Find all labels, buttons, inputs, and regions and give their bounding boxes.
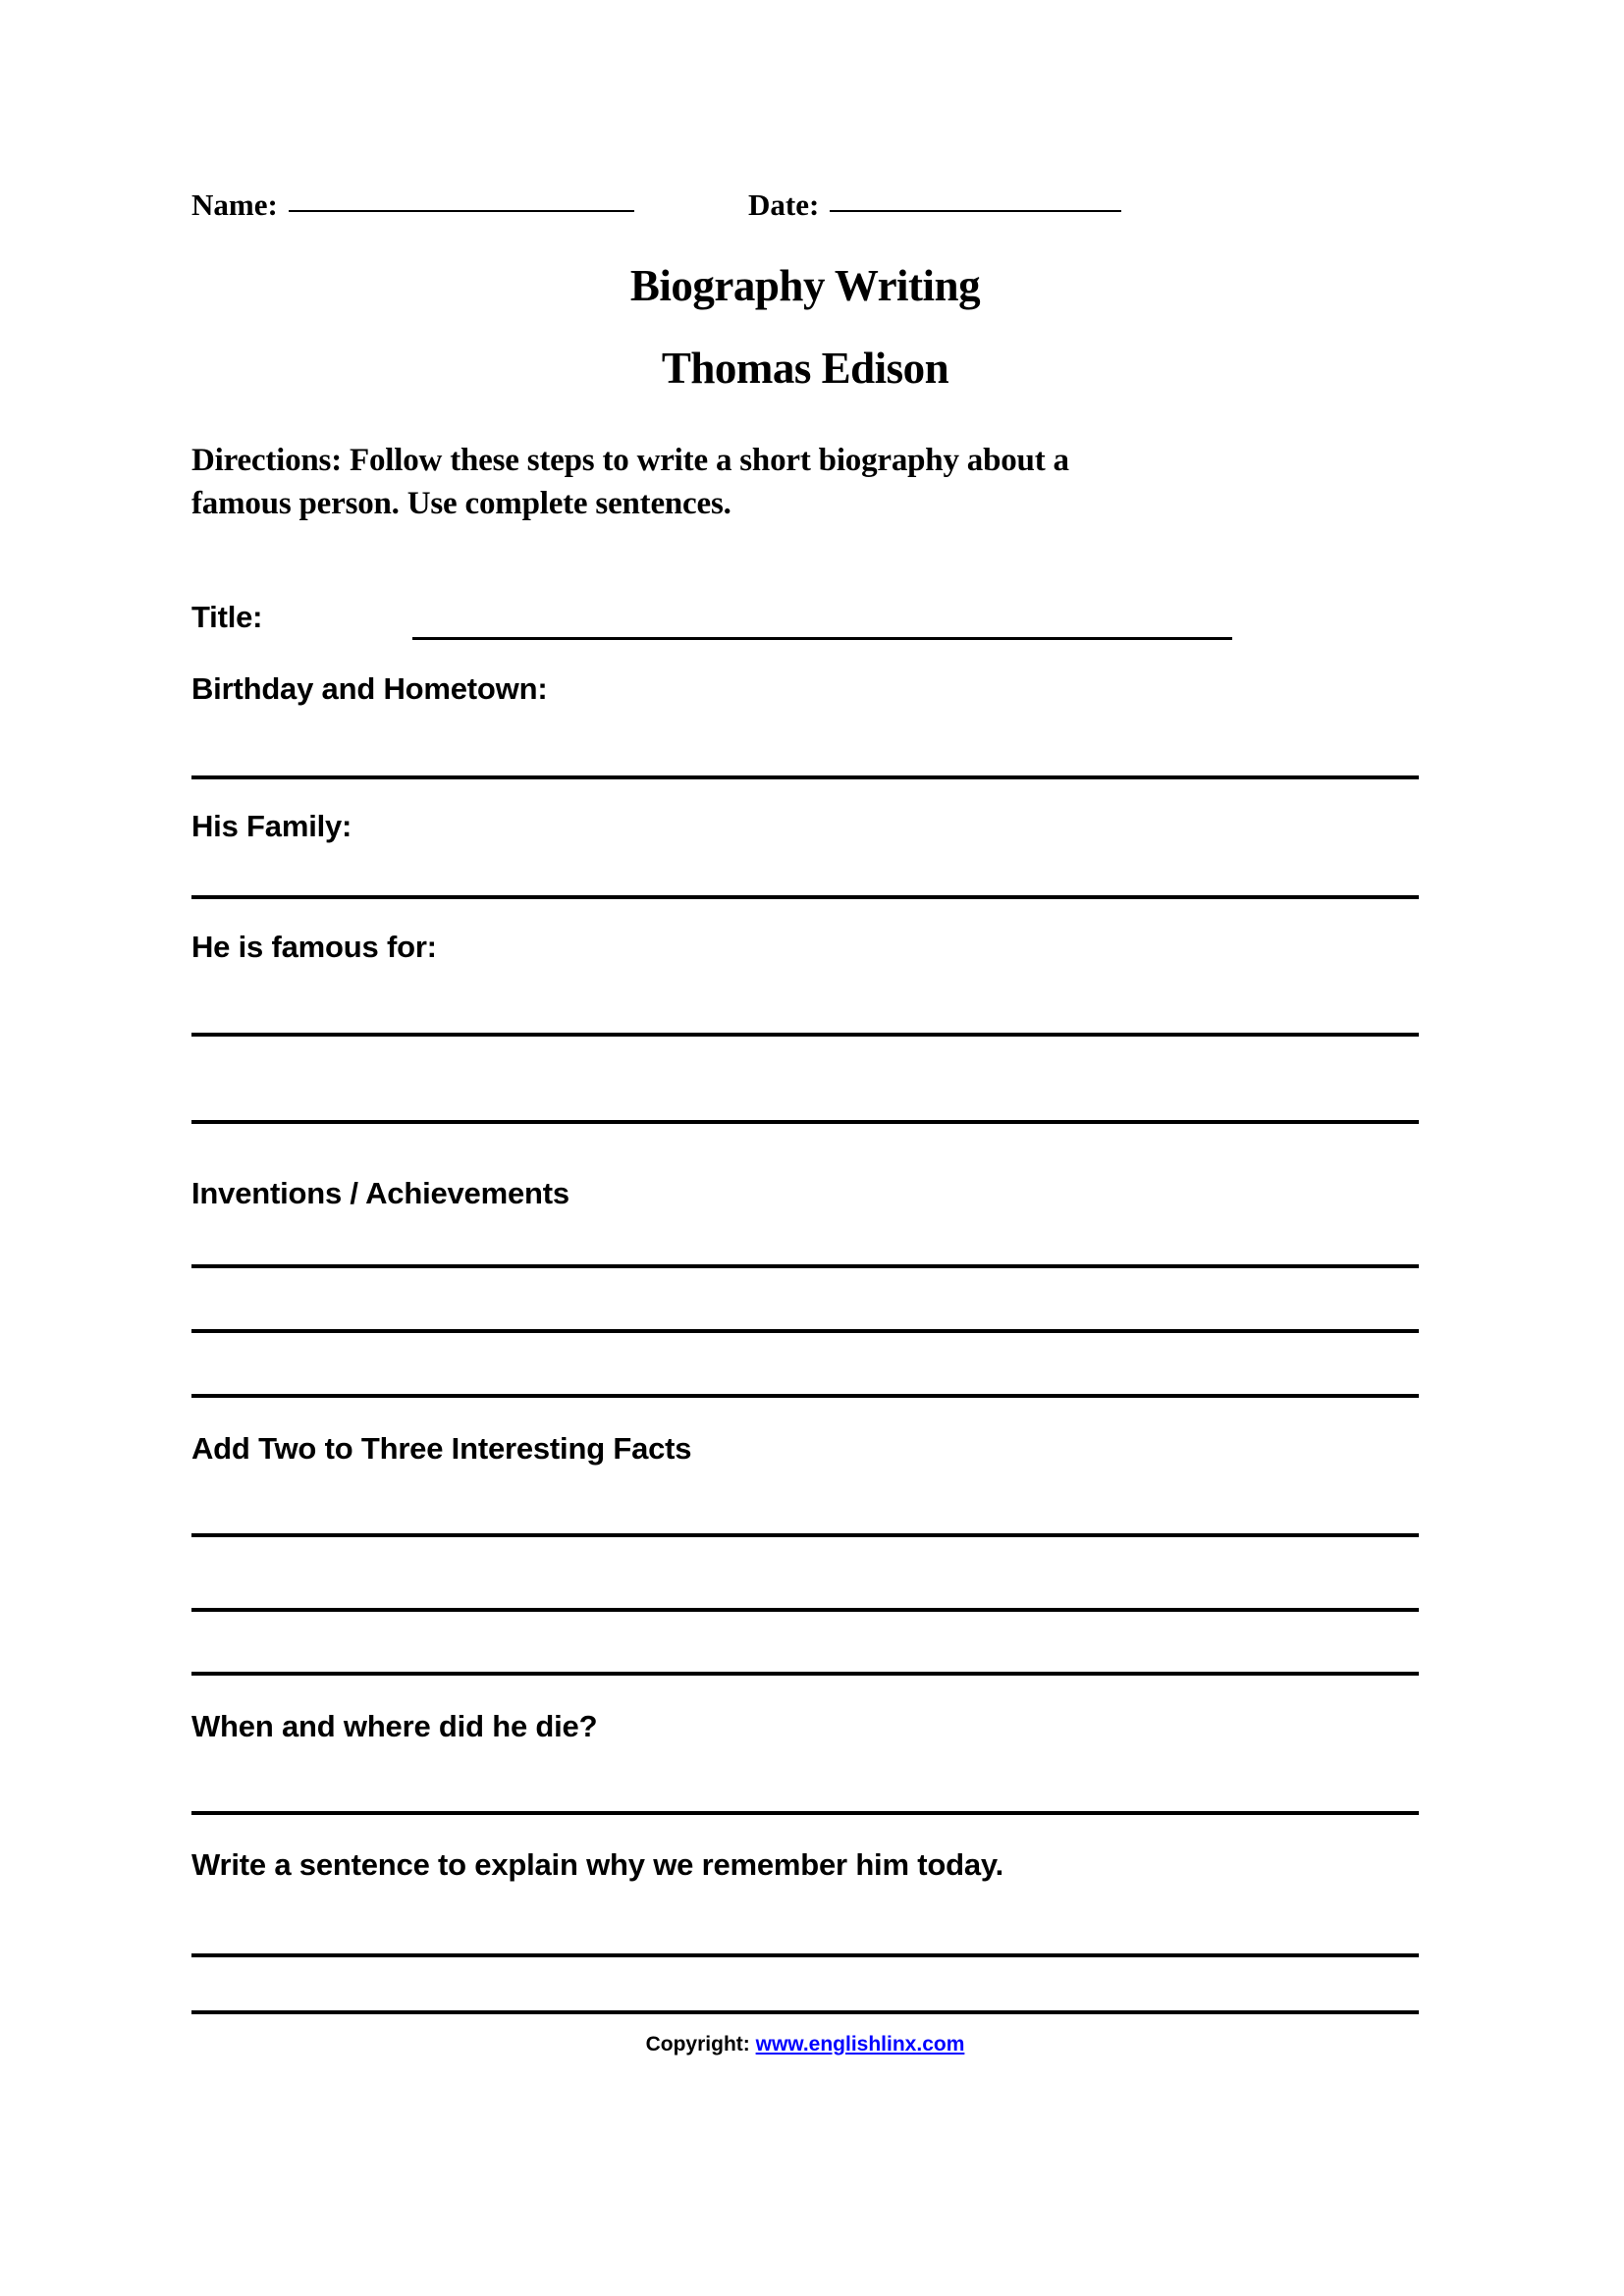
answer-line-why-remember-2[interactable] — [191, 2010, 1419, 2014]
section-label-interesting-facts: Add Two to Three Interesting Facts — [191, 1431, 692, 1466]
name-write-line[interactable] — [289, 210, 634, 212]
section-label-when-where-die: When and where did he die? — [191, 1709, 598, 1743]
section-label-inventions-achievements: Inventions / Achievements — [191, 1176, 569, 1210]
answer-line-why-remember-1[interactable] — [191, 1953, 1419, 1957]
directions-line-2: famous person. Use complete sentences. — [191, 485, 731, 521]
answer-line-birthday-hometown-1[interactable] — [191, 775, 1419, 779]
answer-line-inventions-1[interactable] — [191, 1264, 1419, 1268]
date-write-line[interactable] — [830, 210, 1121, 212]
page-subtitle: Thomas Edison — [661, 344, 949, 393]
answer-line-when-where-die-1[interactable] — [191, 1811, 1419, 1815]
name-field[interactable] — [191, 189, 634, 220]
page-title: Biography Writing — [629, 261, 981, 310]
answer-line-facts-3[interactable] — [191, 1672, 1419, 1676]
name-label: Name: — [191, 187, 278, 222]
date-label: Date: — [748, 187, 820, 222]
date-field[interactable] — [748, 189, 1121, 220]
answer-line-title[interactable] — [412, 637, 1232, 640]
name-date-row — [191, 189, 1419, 235]
answer-line-inventions-2[interactable] — [191, 1329, 1419, 1333]
answer-line-facts-2[interactable] — [191, 1608, 1419, 1612]
copyright-label: Copyright: — [645, 2033, 750, 2056]
footer-copyright — [191, 2034, 1419, 2055]
section-label-his-family: His Family: — [191, 809, 352, 843]
section-label-birthday-hometown: Birthday and Hometown: — [191, 671, 548, 706]
answer-line-famous-for-1[interactable] — [191, 1033, 1419, 1037]
answer-line-facts-1[interactable] — [191, 1533, 1419, 1537]
answer-line-inventions-3[interactable] — [191, 1394, 1419, 1398]
directions-line-1: Directions: Follow these steps to write a short biography about a — [191, 443, 1069, 478]
section-label-why-remember: Write a sentence to explain why we remember him today. — [191, 1847, 1004, 1882]
section-label-title: Title: — [191, 600, 263, 634]
answer-line-famous-for-2[interactable] — [191, 1120, 1419, 1124]
section-label-famous-for: He is famous for: — [191, 930, 437, 964]
directions-text — [191, 440, 1424, 525]
englishlinx-link[interactable]: www.englishlinx.com — [755, 2033, 965, 2056]
answer-line-his-family-1[interactable] — [191, 895, 1419, 899]
